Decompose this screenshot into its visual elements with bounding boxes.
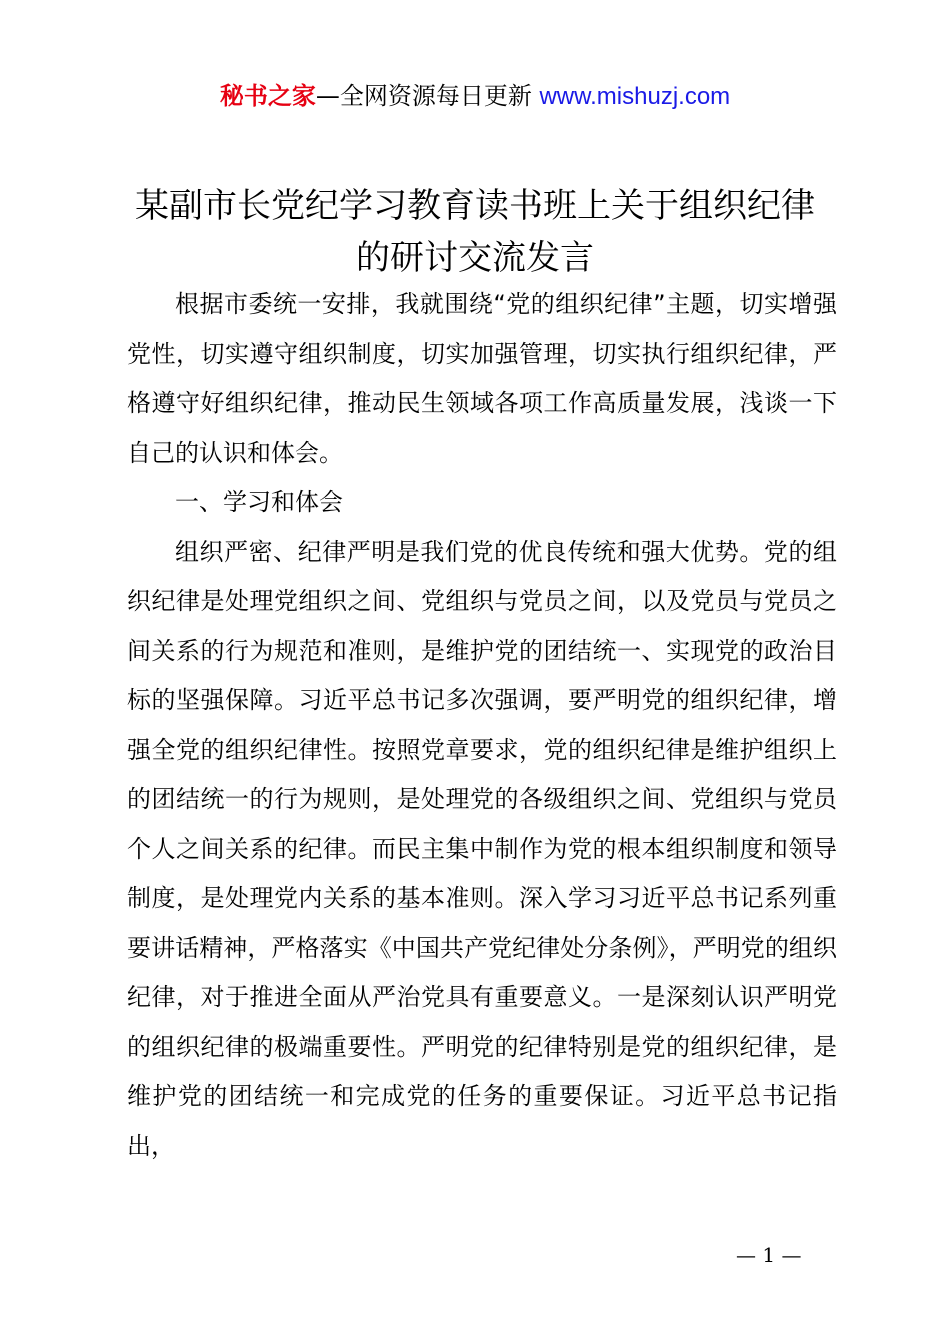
site-header [0, 78, 950, 115]
title-line-2: 的研讨交流发言 [356, 238, 594, 278]
document-title [100, 180, 850, 284]
site-url-link[interactable]: www.mishuzj.com [539, 83, 731, 110]
document-body [127, 280, 837, 1171]
brand-name: 秘书之家 [219, 82, 316, 110]
body-paragraph: 组织严密、纪律严明是我们党的优良传统和强大优势。党的组织纪律是处理党组织之间、党组织与党员之间，以及党员与党员之间关系的行为规范和准则，是维护党的团结统一、实现党的政治目标的坚强保障。习近平总书记多次强调，要严明党的组织纪律，增强全党的组织纪律性。按照党章要求，党的组织纪律是维护组织上的团结统一的行为规则，是处理党的各级组织之间、党组织与党员个人之间关系的纪律。而民主集中制作为党的根本组织制度和领导制度，是处理党内关系的基本准则。深入学习习近平总书记系列重要讲话精神，严格落实《中国共产党纪律处分条例》，严明党的组织纪律，对于推进全面从严治党具有重要意义。一是深刻认识严明党的组织纪律的极端重要性。严明党的纪律特别是党的组织纪律，是维护党的团结统一和完成党的任务的重要保证。习近平总书记指出， [127, 537, 837, 1160]
page-number: — 1 — [736, 1243, 802, 1267]
section-heading: 一、学习和体会 [175, 488, 343, 516]
title-line-1: 某副市长党纪学习教育读书班上关于组织纪律 [135, 186, 815, 226]
intro-paragraph: 根据市委统一安排，我就围绕“党的组织纪律”主题，切实增强党性，切实遵守组织制度，切实加强管理，切实执行组织纪律，严格遵守好组织纪律，推动民生领域各项工作高质量发展，浅谈一下自己的认识和体会。 [127, 290, 837, 467]
header-slogan: —全网资源每日更新 [315, 82, 532, 110]
